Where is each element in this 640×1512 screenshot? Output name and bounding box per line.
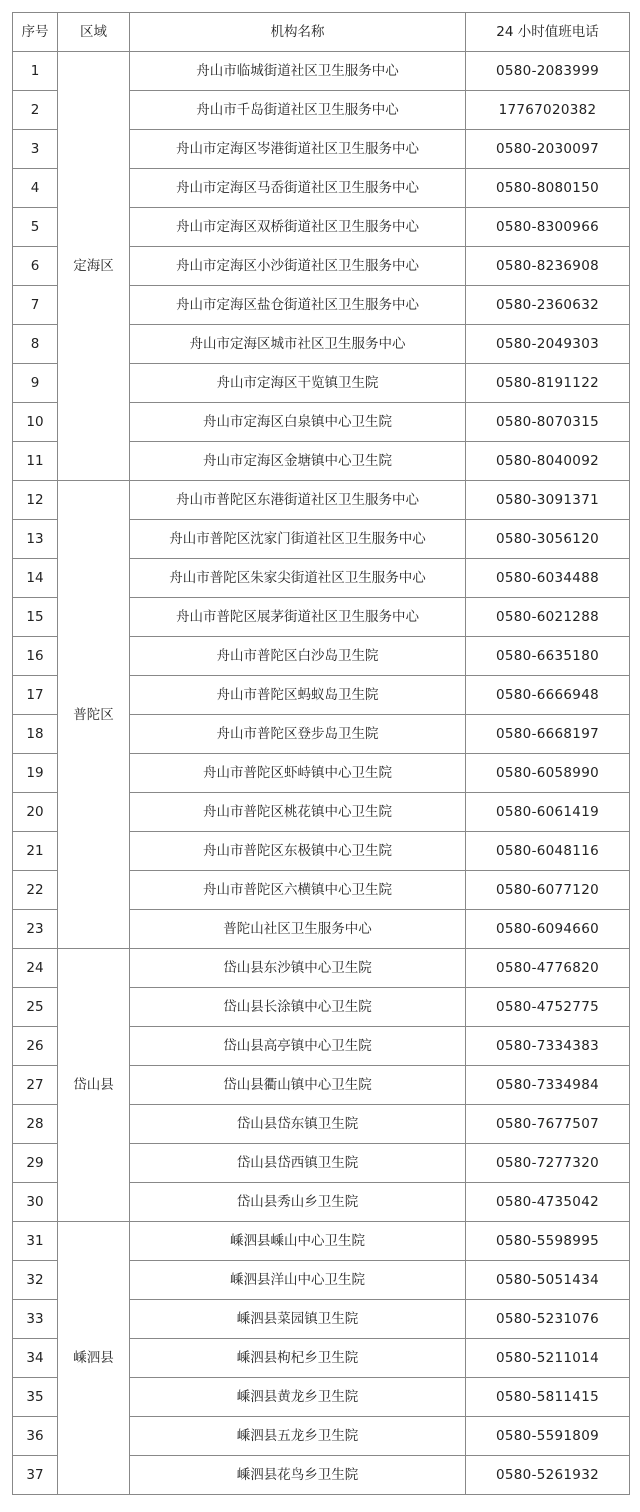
institution-name: 嵊泗县菜园镇卫生院: [130, 1300, 466, 1339]
region-cell: 定海区: [58, 52, 130, 481]
institution-name: 舟山市定海区双桥街道社区卫生服务中心: [130, 208, 466, 247]
duty-phone: 0580-6094660: [466, 910, 630, 949]
institution-name: 舟山市定海区小沙街道社区卫生服务中心: [130, 247, 466, 286]
institution-name: 普陀山社区卫生服务中心: [130, 910, 466, 949]
row-number: 23: [13, 910, 58, 949]
institution-name: 舟山市千岛街道社区卫生服务中心: [130, 91, 466, 130]
row-number: 33: [13, 1300, 58, 1339]
header-row: [13, 13, 630, 52]
header-region: 区域: [58, 13, 130, 52]
row-number: 7: [13, 286, 58, 325]
duty-phone: 0580-2083999: [466, 52, 630, 91]
row-number: 2: [13, 91, 58, 130]
row-number: 13: [13, 520, 58, 559]
row-number: 36: [13, 1417, 58, 1456]
row-number: 15: [13, 598, 58, 637]
row-number: 24: [13, 949, 58, 988]
duty-phone: 0580-7277320: [466, 1144, 630, 1183]
duty-phone: 0580-8236908: [466, 247, 630, 286]
institution-name: 嵊泗县枸杞乡卫生院: [130, 1339, 466, 1378]
institution-name: 嵊泗县洋山中心卫生院: [130, 1261, 466, 1300]
institution-name: 岱山县秀山乡卫生院: [130, 1183, 466, 1222]
institution-name: 舟山市普陀区蚂蚁岛卫生院: [130, 676, 466, 715]
row-number: 37: [13, 1456, 58, 1495]
row-number: 4: [13, 169, 58, 208]
row-number: 14: [13, 559, 58, 598]
institution-name: 嵊泗县嵊山中心卫生院: [130, 1222, 466, 1261]
duty-phone: 0580-8191122: [466, 364, 630, 403]
row-number: 35: [13, 1378, 58, 1417]
duty-phone: 0580-5811415: [466, 1378, 630, 1417]
institution-name: 舟山市临城街道社区卫生服务中心: [130, 52, 466, 91]
duty-phone: 0580-6048116: [466, 832, 630, 871]
duty-phone: 0580-6635180: [466, 637, 630, 676]
duty-phone: 0580-8040092: [466, 442, 630, 481]
duty-phone: 0580-4776820: [466, 949, 630, 988]
header-institution: 机构名称: [130, 13, 466, 52]
duty-phone: 0580-6666948: [466, 676, 630, 715]
row-number: 26: [13, 1027, 58, 1066]
institution-name: 岱山县衢山镇中心卫生院: [130, 1066, 466, 1105]
institution-name: 舟山市普陀区展茅街道社区卫生服务中心: [130, 598, 466, 637]
row-number: 5: [13, 208, 58, 247]
row-number: 28: [13, 1105, 58, 1144]
duty-phone: 0580-4752775: [466, 988, 630, 1027]
row-number: 16: [13, 637, 58, 676]
duty-phone: 0580-6058990: [466, 754, 630, 793]
row-number: 8: [13, 325, 58, 364]
row-number: 6: [13, 247, 58, 286]
institution-name: 舟山市普陀区六横镇中心卫生院: [130, 871, 466, 910]
duty-phone: 0580-2360632: [466, 286, 630, 325]
institution-name: 岱山县高亭镇中心卫生院: [130, 1027, 466, 1066]
duty-phone: 0580-5261932: [466, 1456, 630, 1495]
institution-name: 舟山市普陀区东极镇中心卫生院: [130, 832, 466, 871]
row-number: 22: [13, 871, 58, 910]
region-cell: 嵊泗县: [58, 1222, 130, 1495]
institution-name: 舟山市定海区岑港街道社区卫生服务中心: [130, 130, 466, 169]
institution-name: 舟山市定海区金塘镇中心卫生院: [130, 442, 466, 481]
duty-phone: 0580-5598995: [466, 1222, 630, 1261]
duty-phone: 0580-6021288: [466, 598, 630, 637]
institution-name: 岱山县岱西镇卫生院: [130, 1144, 466, 1183]
duty-phone: 0580-2030097: [466, 130, 630, 169]
row-number: 17: [13, 676, 58, 715]
duty-phone: 0580-6034488: [466, 559, 630, 598]
institution-name: 舟山市定海区盐仓街道社区卫生服务中心: [130, 286, 466, 325]
table-row: [13, 481, 630, 520]
row-number: 1: [13, 52, 58, 91]
duty-phone: 0580-8300966: [466, 208, 630, 247]
table-body: [13, 52, 630, 1495]
institution-name: 舟山市普陀区桃花镇中心卫生院: [130, 793, 466, 832]
row-number: 30: [13, 1183, 58, 1222]
duty-phone: 0580-3091371: [466, 481, 630, 520]
institution-name: 舟山市普陀区白沙岛卫生院: [130, 637, 466, 676]
duty-phone: 0580-7334984: [466, 1066, 630, 1105]
duty-phone: 0580-2049303: [466, 325, 630, 364]
table-row: [13, 1222, 630, 1261]
institution-name: 岱山县东沙镇中心卫生院: [130, 949, 466, 988]
duty-phone: 0580-6061419: [466, 793, 630, 832]
duty-phone: 0580-8070315: [466, 403, 630, 442]
row-number: 19: [13, 754, 58, 793]
region-cell: 普陀区: [58, 481, 130, 949]
row-number: 27: [13, 1066, 58, 1105]
duty-phone: 0580-3056120: [466, 520, 630, 559]
institution-name: 嵊泗县花鸟乡卫生院: [130, 1456, 466, 1495]
duty-phone: 17767020382: [466, 91, 630, 130]
duty-phone: 0580-4735042: [466, 1183, 630, 1222]
row-number: 25: [13, 988, 58, 1027]
duty-phone: 0580-7677507: [466, 1105, 630, 1144]
header-phone: 24 小时值班电话: [466, 13, 630, 52]
row-number: 32: [13, 1261, 58, 1300]
institution-name: 舟山市定海区干览镇卫生院: [130, 364, 466, 403]
row-number: 12: [13, 481, 58, 520]
row-number: 34: [13, 1339, 58, 1378]
institution-name: 舟山市定海区马岙街道社区卫生服务中心: [130, 169, 466, 208]
institution-name: 舟山市普陀区朱家尖街道社区卫生服务中心: [130, 559, 466, 598]
institution-name: 岱山县岱东镇卫生院: [130, 1105, 466, 1144]
row-number: 11: [13, 442, 58, 481]
hotline-table: [12, 12, 630, 1495]
row-number: 29: [13, 1144, 58, 1183]
row-number: 20: [13, 793, 58, 832]
duty-phone: 0580-7334383: [466, 1027, 630, 1066]
row-number: 9: [13, 364, 58, 403]
duty-phone: 0580-5231076: [466, 1300, 630, 1339]
institution-name: 舟山市普陀区东港街道社区卫生服务中心: [130, 481, 466, 520]
row-number: 18: [13, 715, 58, 754]
institution-name: 舟山市普陀区登步岛卫生院: [130, 715, 466, 754]
table-header: [13, 13, 630, 52]
table-row: [13, 52, 630, 91]
row-number: 31: [13, 1222, 58, 1261]
row-number: 21: [13, 832, 58, 871]
institution-name: 舟山市普陀区虾峙镇中心卫生院: [130, 754, 466, 793]
institution-name: 舟山市定海区白泉镇中心卫生院: [130, 403, 466, 442]
duty-phone: 0580-5051434: [466, 1261, 630, 1300]
table-row: [13, 949, 630, 988]
duty-phone: 0580-5211014: [466, 1339, 630, 1378]
duty-phone: 0580-6077120: [466, 871, 630, 910]
region-cell: 岱山县: [58, 949, 130, 1222]
duty-phone: 0580-6668197: [466, 715, 630, 754]
institution-name: 舟山市定海区城市社区卫生服务中心: [130, 325, 466, 364]
row-number: 10: [13, 403, 58, 442]
duty-phone: 0580-5591809: [466, 1417, 630, 1456]
institution-name: 岱山县长涂镇中心卫生院: [130, 988, 466, 1027]
institution-name: 舟山市普陀区沈家门街道社区卫生服务中心: [130, 520, 466, 559]
row-number: 3: [13, 130, 58, 169]
institution-name: 嵊泗县五龙乡卫生院: [130, 1417, 466, 1456]
header-seq: 序号: [13, 13, 58, 52]
duty-phone: 0580-8080150: [466, 169, 630, 208]
institution-name: 嵊泗县黄龙乡卫生院: [130, 1378, 466, 1417]
